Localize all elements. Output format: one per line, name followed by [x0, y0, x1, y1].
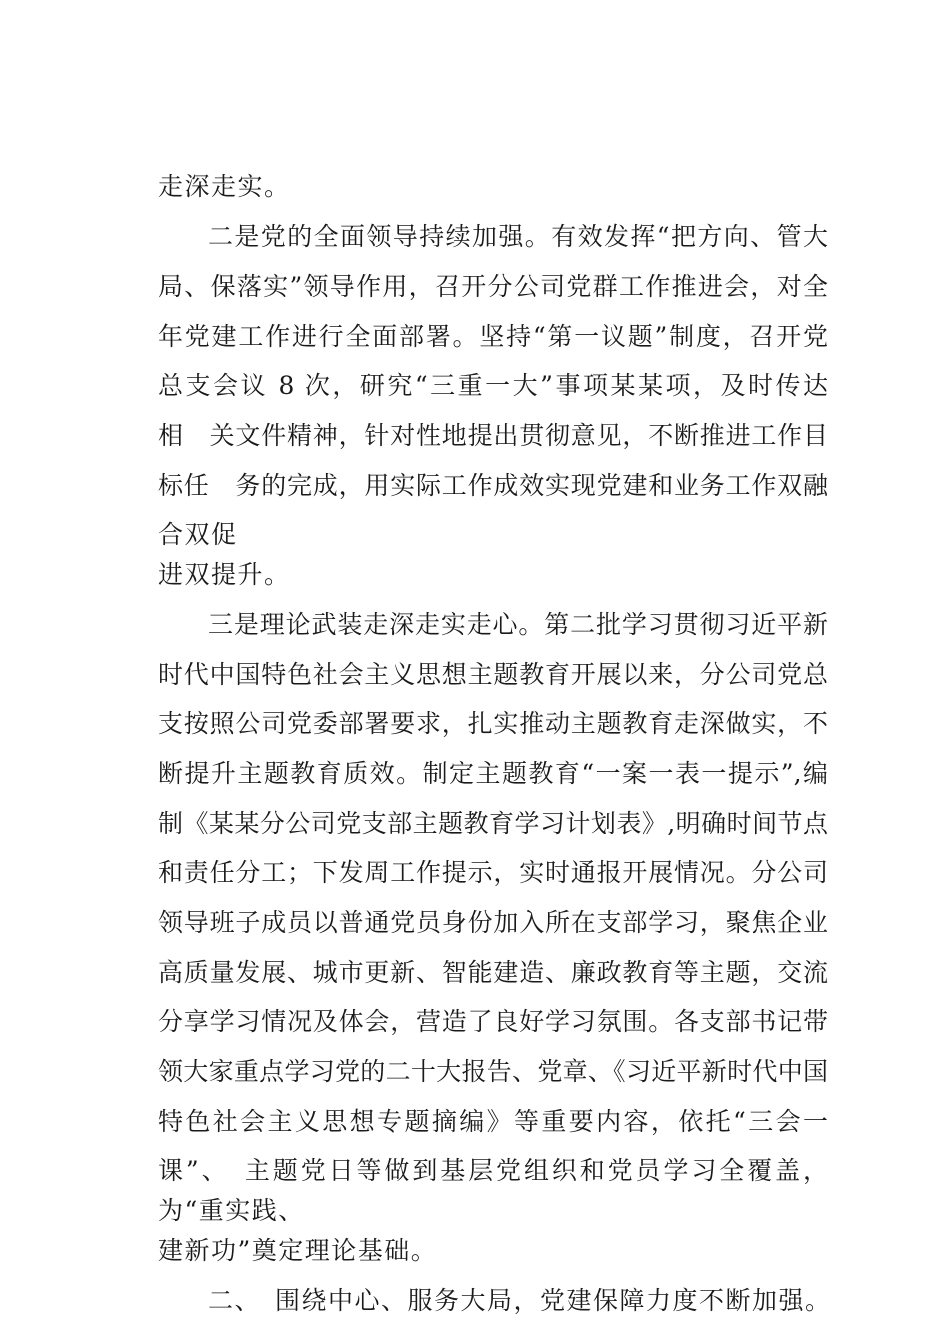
- text-line: 分享学习情况及体会，营造了良好学习氛围。各支部书记带: [158, 1007, 828, 1036]
- text-line: 标任 务的完成，用实际工作成效实现党建和业务工作双融: [158, 471, 828, 500]
- text-line: 年党建工作进行全面部署。坚持“第一议题”制度，召开党: [158, 322, 828, 351]
- text-line: 特色社会主义思想专题摘编》等重要内容，依托“三会一: [158, 1107, 828, 1136]
- text-line: 时代中国特色社会主义思想主题教育开展以来，分公司党总: [158, 660, 828, 689]
- text-line: 高质量发展、城市更新、智能建造、廉政教育等主题，交流: [158, 958, 828, 987]
- text-line: 支按照公司党委部署要求，扎实推动主题教育走深做实，不: [158, 709, 828, 738]
- text-line: 课”、 主题党日等做到基层党组织和党员学习全覆盖，: [158, 1156, 828, 1185]
- text-line: 领大家重点学习党的二十大报告、党章、《习近平新时代中国: [158, 1057, 828, 1086]
- text-line: 制《某某分公司党支部主题教育学习计划表》,明确时间节点: [158, 809, 828, 838]
- text-line: 进双提升。: [158, 560, 291, 589]
- text-line: 合双促: [158, 520, 238, 549]
- text-line: 局、保落实”领导作用，召开分公司党群工作推进会，对全: [158, 272, 828, 301]
- text-line: 为“重实践、: [158, 1196, 305, 1225]
- text-line: 建新功”奠定理论基础。: [158, 1236, 438, 1265]
- text-line: 相 关文件精神，针对性地提出贯彻意见，不断推进工作目: [158, 421, 828, 450]
- text-line: 领导班子成员以普通党员身份加入所在支部学习，聚焦企业: [158, 908, 828, 937]
- section-heading: 二、 围绕中心、服务大局，党建保障力度不断加强。: [208, 1286, 832, 1315]
- text-line: 二是党的全面领导持续加强。有效发挥“把方向、管大: [208, 222, 828, 251]
- text-line: 断提升主题教育质效。制定主题教育“一案一表一提示”,编: [158, 759, 828, 788]
- text-line: 走深走实。: [158, 172, 291, 201]
- text-line: 三是理论武装走深走实走心。第二批学习贯彻习近平新: [208, 610, 828, 639]
- text-line: 总支会议 8 次，研究“三重一大”事项某某项，及时传达: [158, 371, 828, 400]
- text-line: 和责任分工；下发周工作提示，实时通报开展情况。分公司: [158, 858, 828, 887]
